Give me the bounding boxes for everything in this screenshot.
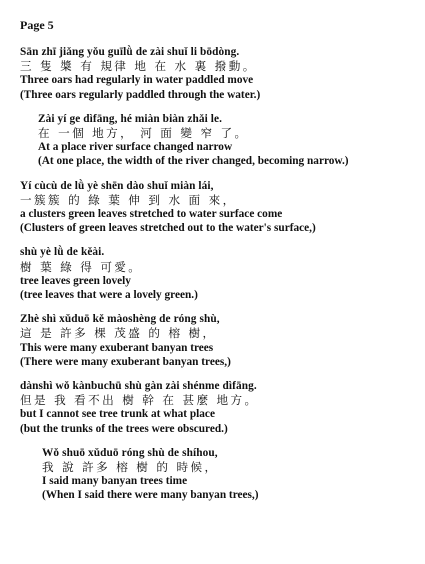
gloss-line: tree leaves green lovely: [20, 274, 131, 287]
translation-line: (Clusters of green leaves stretched out to the water's surface,): [20, 222, 316, 235]
sentence-block-3: [20, 179, 413, 236]
translation-line: (tree leaves that were a lovely green.): [20, 289, 198, 302]
gloss-line: a clusters green leaves stretched to water surface come: [20, 208, 283, 221]
sentence-block-7: [20, 446, 413, 503]
gloss-line: At a place river surface changed narrow: [38, 141, 233, 154]
translation-line: (but the trunks of the trees were obscured.): [20, 422, 228, 435]
chinese-line: 在 一個 地方， 河 面 變 窄 了。: [38, 126, 249, 141]
sentence-block-6: [20, 379, 413, 436]
translation-line: (At one place, the width of the river changed, becoming narrow.): [38, 155, 349, 168]
pinyin-line: shù yè lǜ de kěài.: [20, 246, 105, 259]
chinese-line: 但是 我 看不出 樹 幹 在 甚麼 地方。: [20, 393, 259, 408]
chinese-line: 一簇簇 的 綠 葉 伸 到 水 面 來，: [20, 192, 237, 207]
translation-line: (Three oars regularly paddled through the water.): [20, 88, 261, 101]
chinese-line: 樹 葉 綠 得 可愛。: [20, 259, 143, 274]
translation-line: (When I said there were many banyan trees,): [42, 489, 259, 502]
page-label: Page 5: [20, 18, 54, 32]
sentence-block-1: [20, 45, 413, 102]
pinyin-line: Yí cùcù de lǜ yè shēn dào shuǐ miàn lái,: [20, 179, 214, 192]
sentence-block-4: [20, 245, 413, 302]
translation-line: (There were many exuberant banyan trees,): [20, 355, 231, 368]
pinyin-line: Sān zhī jiǎng yǒu guīlǜ de zài shuǐ li bōdòng.: [20, 46, 240, 58]
sentence-block-5: [20, 312, 413, 369]
sentence-block-2: [20, 112, 413, 169]
gloss-line: I said many banyan trees time: [42, 475, 188, 488]
chinese-line: 我 說 許多 榕 樹 的 時候，: [42, 460, 219, 475]
gloss-line: Three oars had regularly in water paddled move: [20, 74, 254, 87]
chinese-line: 三 隻 槳 有 規律 地 在 水 裏 撥動。: [20, 59, 257, 74]
chinese-line: 這 是 許多 棵 茂盛 的 榕 樹，: [20, 326, 217, 341]
pinyin-line: dànshì wǒ kànbuchū shù gàn zài shénme dìfāng.: [20, 380, 257, 393]
gloss-line: This were many exuberant banyan trees: [20, 341, 214, 354]
pinyin-line: Wǒ shuō xǔduō róng shù de shíhou,: [42, 446, 218, 459]
pinyin-line: Zhè shì xǔduō kě màoshèng de róng shù,: [20, 313, 220, 326]
pinyin-line: Zài yí ge dìfāng, hé miàn biàn zhǎi le.: [38, 112, 223, 125]
gloss-line: but I cannot see tree trunk at what place: [20, 408, 215, 421]
